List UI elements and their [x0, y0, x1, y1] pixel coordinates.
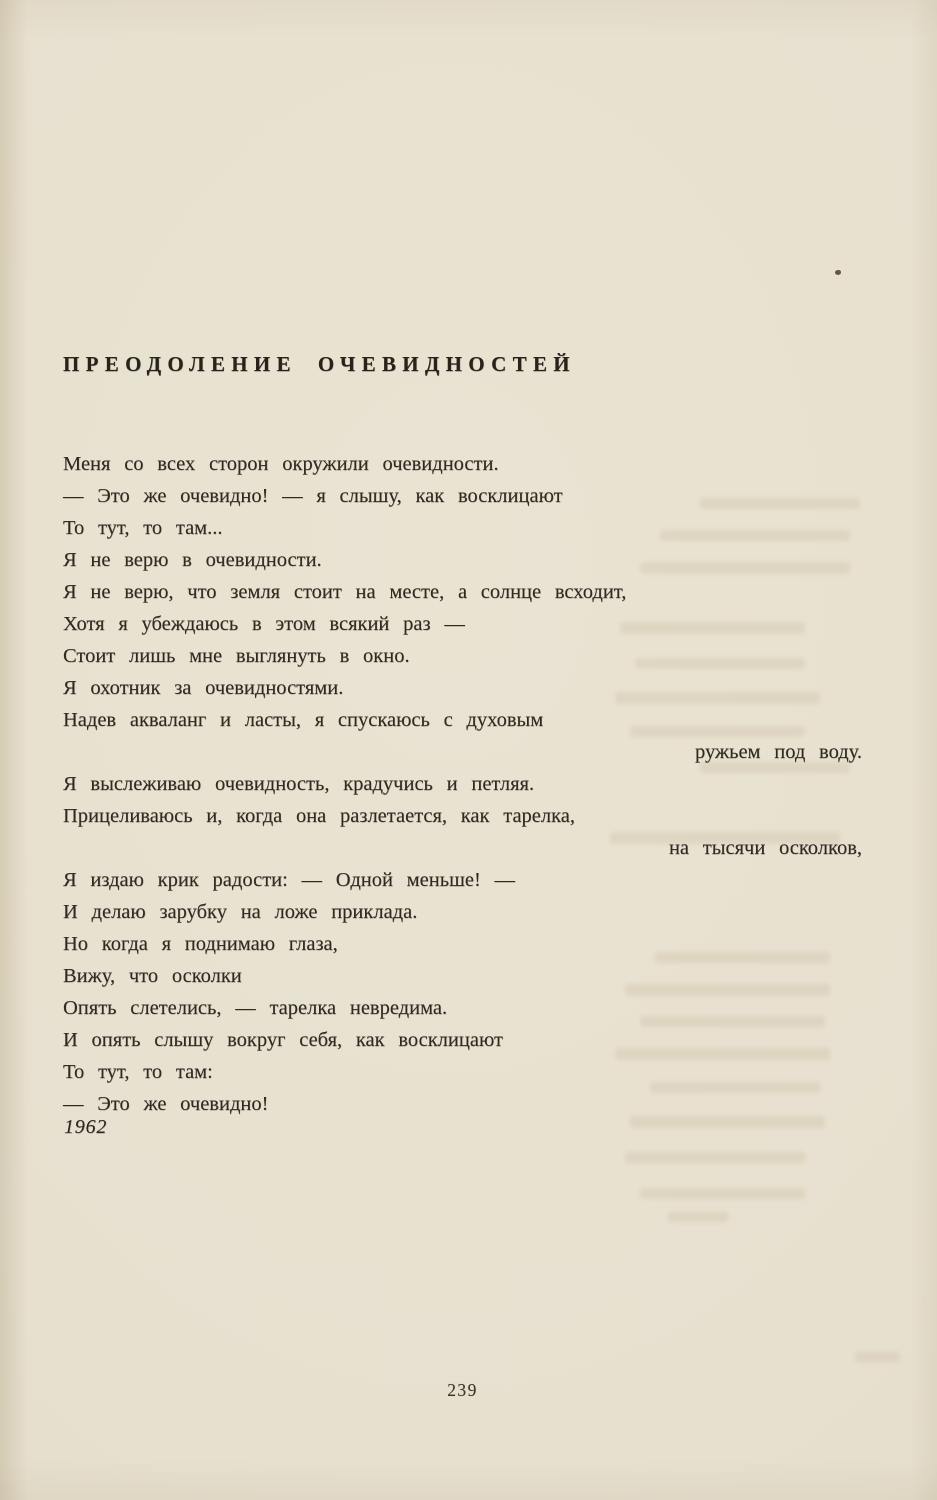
poem-line: Я не верю в очевидности. [63, 549, 322, 571]
poem-body [63, 448, 862, 1120]
ghost-text-smudge [640, 1188, 805, 1199]
poem-title: ПРЕОДОЛЕНИЕ ОЧЕВИДНОСТЕЙ [63, 352, 576, 376]
poem-line: Прицеливаюсь и, когда она разлетается, как тарелка, [63, 805, 575, 827]
poem-line: Стоит лишь мне выглянуть в окно. [63, 645, 410, 667]
poem-line: — Это же очевидно! — я слышу, как восклицают [63, 485, 563, 507]
page-number: 239 [447, 1380, 478, 1400]
poem-year: 1962 [64, 1116, 108, 1138]
poem-line: — Это же очевидно! [63, 1093, 269, 1115]
poem-line: Я выслеживаю очевидность, крадучись и петляя. [63, 773, 535, 795]
poem-line: Я не верю, что земля стоит на месте, а солнце всходит, [63, 581, 627, 603]
poem-line: Надев акваланг и ласты, я спускаюсь с духовым [63, 709, 544, 731]
ghost-text-smudge [668, 1212, 728, 1222]
poem-line: Хотя я убеждаюсь в этом всякий раз — [63, 613, 465, 635]
ghost-text-smudge [625, 1152, 805, 1163]
poem-line: на тысячи осколков, [668, 837, 862, 859]
ink-speck [835, 270, 841, 275]
poem-line: Меня со всех сторон окружили очевидности. [63, 453, 499, 475]
poem-line: Я издаю крик радости: — Одной меньше! — [63, 869, 516, 891]
poem-line: Опять слетелись, — тарелка невредима. [63, 997, 448, 1019]
poem-line: И опять слышу вокруг себя, как восклицают [63, 1029, 503, 1051]
poem-line: То тут, то там: [63, 1061, 213, 1083]
ghost-text-smudge [855, 1352, 900, 1362]
poem-line: Но когда я поднимаю глаза, [63, 933, 338, 955]
poem-line: То тут, то там... [63, 517, 223, 539]
poem-line: Вижу, что осколки [63, 965, 242, 987]
poem-line: ружьем под воду. [694, 741, 862, 763]
poem-line: Я охотник за очевидностями. [63, 677, 344, 699]
poem-line: И делаю зарубку на ложе приклада. [63, 901, 418, 923]
